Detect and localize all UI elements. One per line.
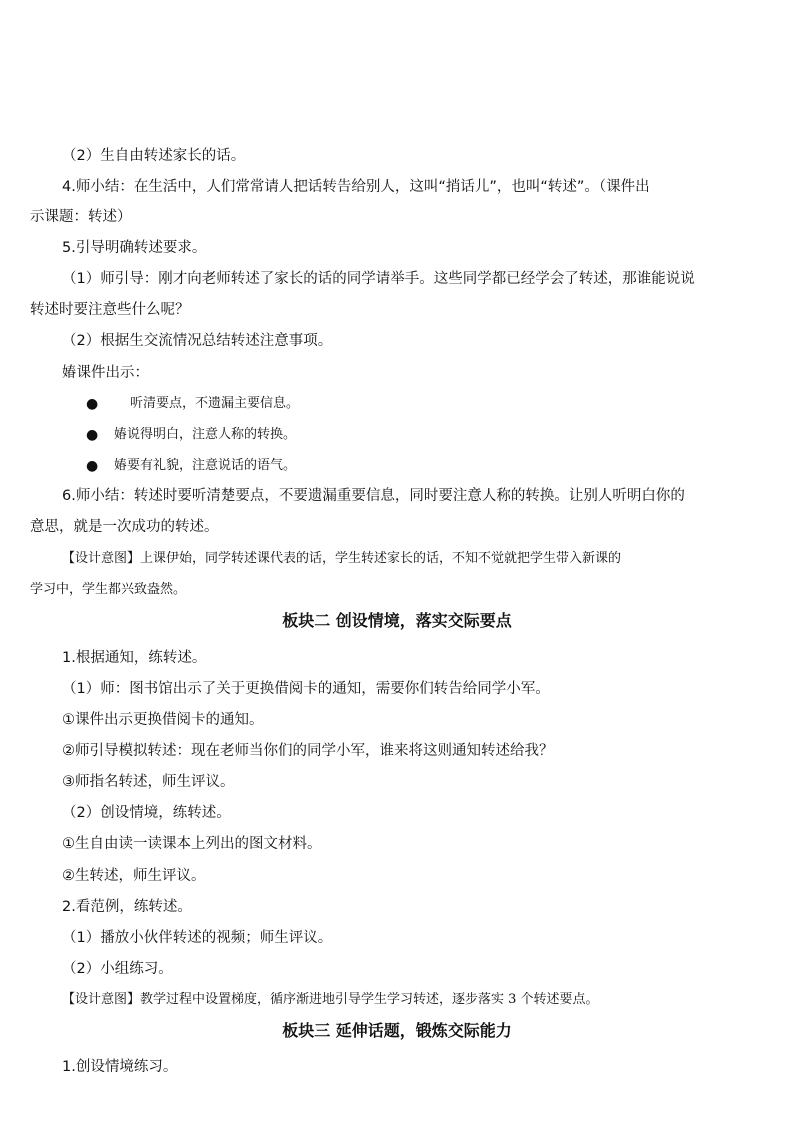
paragraph: 5.引导明确转述要求。 (62, 240, 207, 256)
bullet-item: 听清要点，不遗漏主要信息。 (130, 396, 300, 411)
paragraph: 1.根据通知，练转述。 (62, 650, 207, 666)
paragraph: （1）师引导：刚才向老师转述了家长的话的同学请举手。这些同学都已经学会了转述，那谁能说说 (62, 271, 695, 287)
paragraph: （2）生自由转述家长的话。 (62, 148, 246, 164)
paragraph: 意思，就是一次成功的转述。 (30, 519, 219, 535)
paragraph: ②生转述，师生评议。 (62, 868, 206, 884)
paragraph: ①课件出示更换借阅卡的通知。 (62, 712, 264, 728)
paragraph: （2）根据生交流情况总结转述注意事项。 (62, 333, 333, 349)
design-intent: 【设计意图】上课伊始，同学转述课代表的话，学生转述家长的话，不知不觉就把学生带入新课的 (62, 551, 622, 566)
bullet-icon: ● (86, 427, 99, 443)
paragraph: 4.师小结：在生活中，人们常常请人把话转告给别人，这叫“捎话儿”，也叫“转述”。（课件出 (62, 179, 650, 195)
bullet-item: 媋说得明白，注意人称的转换。 (114, 427, 297, 442)
bullet-icon: ● (86, 458, 99, 474)
paragraph: 示课题：转述） (30, 209, 132, 225)
paragraph: （2）创设情境，练转述。 (62, 805, 231, 821)
paragraph: ①生自由读一读课本上列出的图文材料。 (62, 836, 322, 852)
paragraph: 6.师小结：转述时要听清楚要点，不要遗漏重要信息，同时要注意人称的转换。让别人听明白你的 (62, 488, 685, 504)
design-intent: 【设计意图】教学过程中设置梯度，循序渐进地引导学生学习转述，逐步落实 3 个转述要点。 (62, 992, 599, 1007)
paragraph: ②师引导模拟转述：现在老师当你们的同学小军，谁来将这则通知转述给我？ (62, 743, 554, 759)
paragraph: 1.创设情境练习。 (62, 1059, 178, 1075)
paragraph: ③师指名转述，师生评议。 (62, 774, 235, 790)
paragraph: 2.看范例，练转述。 (62, 899, 192, 915)
section-heading: 板块二 创设情境，落实交际要点 (282, 611, 512, 630)
paragraph: （1）播放小伙伴转述的视频；师生评议。 (62, 930, 333, 946)
paragraph: （1）师：图书馆出示了关于更换借阅卡的通知，需要你们转告给同学小军。 (62, 681, 550, 697)
paragraph: 转述时要注意些什么呢？ (30, 302, 190, 318)
bullet-item: 媋要有礼貌，注意说话的语气。 (114, 458, 297, 473)
design-intent: 学习中，学生都兴致盎然。 (30, 582, 187, 597)
section-heading: 板块三 延伸话题，锻炼交际能力 (282, 1021, 512, 1040)
paragraph: （2）小组练习。 (62, 961, 173, 977)
paragraph: 媋课件出示： (62, 365, 149, 381)
bullet-icon: ● (86, 396, 99, 412)
